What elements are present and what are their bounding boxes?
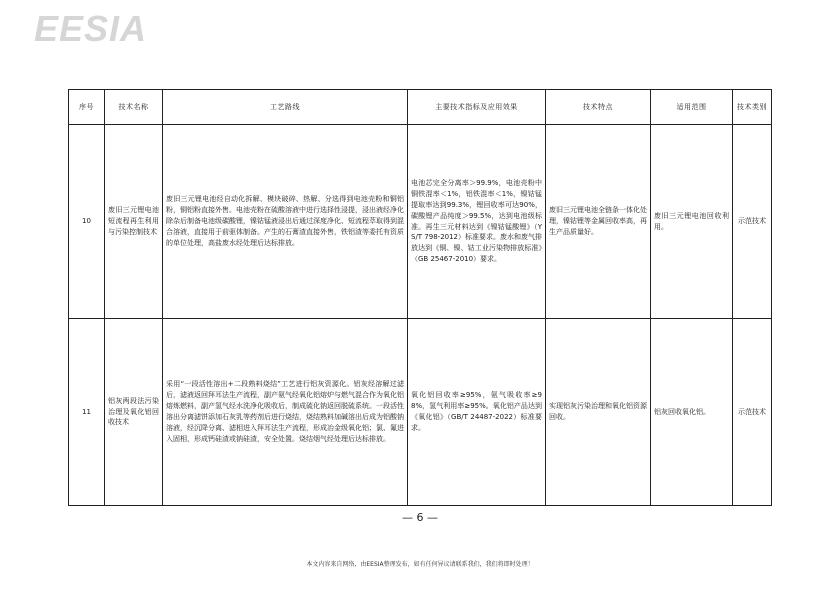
row-scope: 铝灰回收氧化铝。 (651, 319, 733, 506)
row-indicators: 电池芯完全分离率＞99.9%，电池壳粉中铜铁混率＜1%，铝铁混率＜1%，镍钴锰提取率达到99.3%，锂回收率可达90%，碳酸锂产品纯度＞99.5%，达到电池级标准。再生三元材料达到《镍钴锰酸锂》（YS/T 798-2012）标准要求。废水和废气排放达到《铜、镍、钴工业污染物排放标准》（GB 25467-2010）要求。 (408, 125, 546, 319)
row-indicators: 氧化铝回收率≥95%，氨气吸收率≥98%，氢气利用率≥95%。氧化铝产品达到《氧化铝》（GB/T 24487-2022）标准要求。 (408, 319, 546, 506)
row-process: 废旧三元锂电池经自动化拆解、模块破碎、热解、分选得到电池壳粉和铜铝粉，铜铝粉直接外售。电池壳粉在硫酸溶液中进行选择性浸提，浸出液经净化除杂后制备电池级碳酸锂，镍钴锰液浸出后通过深度净化、短流程萃取得到混合溶液，直接用于前驱体制备。产生的石膏渣直接外售，铁铝渣等委托有资质的单位处理，高盐废水经处理后达标排放。 (163, 125, 408, 319)
row-category: 示范技术 (733, 319, 772, 506)
row-features: 实现铝灰污染治理和氧化铝资源回收。 (546, 319, 651, 506)
header-indicators: 主要技术指标及应用效果 (408, 90, 546, 125)
row-no: 10 (69, 125, 105, 319)
row-name: 废旧三元锂电池短流程再生利用与污染控制技术 (105, 125, 163, 319)
row-name: 铝灰两段法污染治理及氧化铝回收技术 (105, 319, 163, 506)
footer-note: 本文内容来自网络，由EESIA整理发布，如有任何异议请联系我们，我们将即时处理！ (306, 561, 534, 568)
row-features: 废旧三元锂电池全链条一体化处理，镍钴锂等金属回收率高，再生产品质量好。 (546, 125, 651, 319)
header-scope: 适用范围 (651, 90, 733, 125)
table-row (69, 125, 772, 319)
table-header-row (69, 90, 772, 125)
header-name: 技术名称 (105, 90, 163, 125)
row-no: 11 (69, 319, 105, 506)
row-process: 采用“一段活性溶出+二段熟料烧结”工艺进行铝灰资源化。铝灰经溶解过滤后，滤液返回拜耳法生产流程，副产氨气经氧化铝熔炉与燃气混合作为氧化铝熔炼燃料，副产氢气经水洗净化吸收后，制成硫化钠返回脱硫系统。一段活性溶出分离滤饼添加石灰乳等药剂后进行烧结，烧结熟料加碱溶出后成为铝酸钠溶液，经沉降分离、滤相进入拜耳法生产流程，形成冶金级氧化铝；氯、氟进入固相，形成钙硅渣或钠硅渣，安全处置。烧结烟气经处理后达标排放。 (163, 319, 408, 506)
header-no: 序号 (69, 90, 105, 125)
row-category: 示范技术 (733, 125, 772, 319)
technology-table (68, 89, 772, 506)
page-number: — 6 — (402, 511, 438, 524)
row-scope: 废旧三元锂电池回收利用。 (651, 125, 733, 319)
table-row (69, 319, 772, 506)
header-process: 工艺路线 (163, 90, 408, 125)
header-category: 技术类别 (733, 90, 772, 125)
brand-logo: EESIA (34, 8, 148, 49)
header-features: 技术特点 (546, 90, 651, 125)
